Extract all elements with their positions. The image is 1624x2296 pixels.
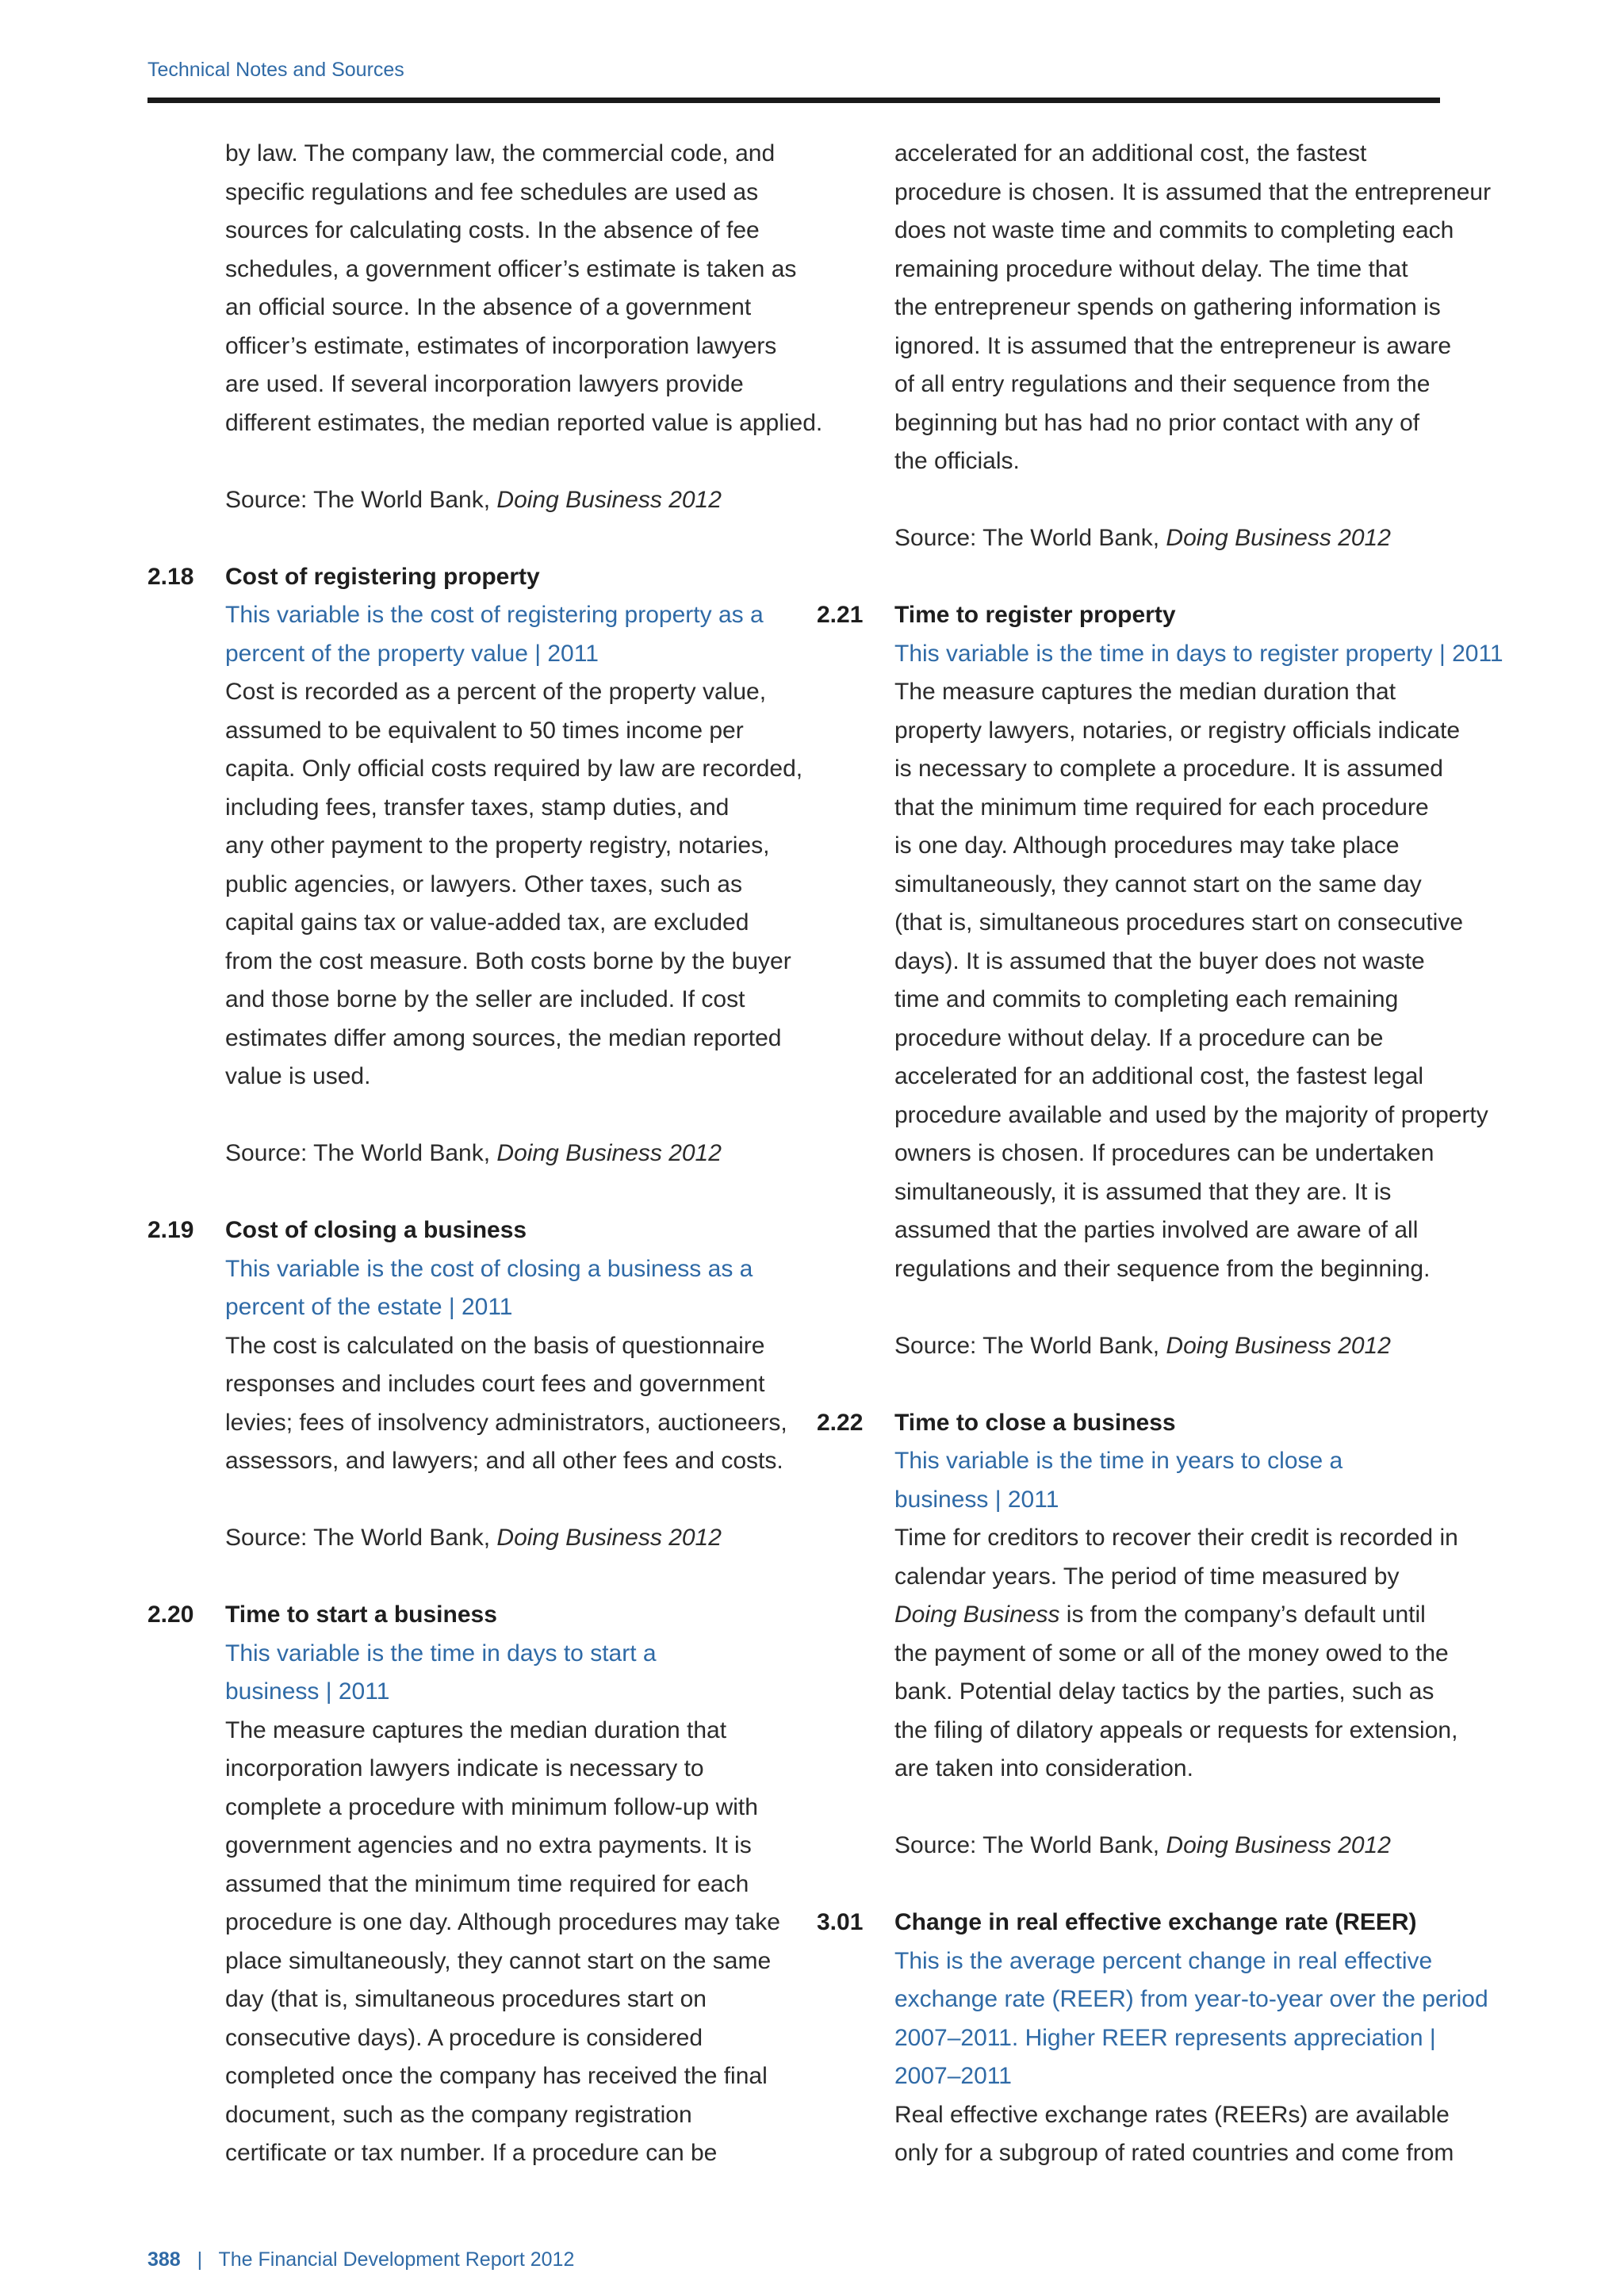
text-line: certificate or tax number. If a procedure can be [225,2140,718,2166]
entry-number: 2.21 [817,602,864,628]
text-line: that the minimum time required for each procedure [894,794,1429,821]
text-line: is one day. Although procedures may take place [894,832,1400,859]
entry-number: 2.19 [147,1217,194,1243]
entry-number: 3.01 [817,1909,864,1935]
text-line: The measure captures the median duration that [894,679,1396,705]
text-line: procedure is one day. Although procedures may take [225,1909,780,1935]
doing-business-italic: Doing Business [894,1601,1060,1628]
definition-line: This variable is the cost of registering property as a [225,602,764,628]
source-line: Source: The World Bank, Doing Business 2012 [894,525,1391,551]
text-line: The cost is calculated on the basis of questionnaire [225,1332,765,1359]
entry-title: Time to close a business [894,1409,1176,1436]
definition-line: This variable is the time in years to close a [894,1448,1343,1474]
text-line: regulations and their sequence from the beginning. [894,1255,1431,1282]
definition-line: exchange rate (REER) from year-to-year over the period [894,1986,1488,2012]
text-line: public agencies, or lawyers. Other taxes, such as [225,871,742,897]
text-line: Cost is recorded as a percent of the property value, [225,679,767,705]
text-line: remaining procedure without delay. The time that [894,255,1408,282]
text-line: Real effective exchange rates (REERs) are available [894,2101,1450,2128]
text-line: assumed to be equivalent to 50 times income per [225,717,744,744]
text-line: The measure captures the median duration that [225,1716,727,1743]
source-line: Source: The World Bank, Doing Business 2012 [225,486,722,513]
source-line: Source: The World Bank, Doing Business 2012 [894,1332,1391,1359]
text-line: accelerated for an additional cost, the fastest legal [894,1063,1424,1089]
text-line: completed once the company has received the final [225,2063,768,2089]
text-line: the payment of some or all of the money owed to the [894,1640,1449,1667]
text-line: is necessary to complete a procedure. It is assumed [894,756,1443,782]
text-line: days). It is assumed that the buyer does not waste [894,947,1425,974]
text-line: only for a subgroup of rated countries and come from [894,2140,1454,2166]
text-line: consecutive days). A procedure is considered [225,2024,703,2051]
continuation-paragraph [147,135,823,519]
entry-title: Cost of closing a business [225,1217,527,1243]
entry-title: Time to register property [894,602,1176,628]
text-line: ignored. It is assumed that the entrepreneur is aware [894,332,1452,359]
entry-2-21 [817,596,1503,1365]
text-line: does not waste time and commits to completing each [894,217,1454,243]
definition-line: business | 2011 [894,1486,1059,1513]
text-line: different estimates, the median reported value is applied. [225,409,823,436]
text-line: government agencies and no extra payments. It is [225,1832,752,1858]
definition-line: percent of the property value | 2011 [225,640,599,667]
source-line: Source: The World Bank, Doing Business 2012 [225,1140,722,1166]
entry-3-01 [817,1904,1488,2173]
text-line: are used. If several incorporation lawyers provide [225,371,744,397]
text-line: time and commits to completing each remaining [894,986,1399,1012]
text-line: an official source. In the absence of a government [225,294,752,320]
text-line: simultaneously, it is assumed that they are. It is [894,1178,1392,1205]
footer-separator: | [197,2248,203,2271]
entry-number: 2.20 [147,1601,194,1628]
text-line: capital gains tax or value-added tax, are excluded [225,909,749,936]
definition-line: 2007–2011 [894,2063,1012,2089]
text-line: any other payment to the property registry, notaries, [225,832,770,859]
entry-2-18 [147,558,803,1173]
text-line: the filing of dilatory appeals or requests for extension, [894,1716,1458,1743]
text-line: of all entry regulations and their sequence from the [894,371,1431,397]
text-line: accelerated for an additional cost, the fastest [894,140,1367,166]
entry-title: Change in real effective exchange rate (REER) [894,1909,1417,1935]
text-line: (that is, simultaneous procedures start on consecutive [894,909,1464,936]
entry-number: 2.22 [817,1409,864,1436]
definition-line: This variable is the time in days to register property | 2011 [894,640,1503,667]
text-line: by law. The company law, the commercial code, and [225,140,776,166]
text-line: from the cost measure. Both costs borne by the buyer [225,947,791,974]
text-line: property lawyers, notaries, or registry officials indicate [894,717,1461,744]
text-line: schedules, a government officer’s estimate is taken as [225,255,797,282]
text-line: procedure available and used by the majority of property [894,1101,1488,1128]
entry-number: 2.18 [147,563,194,590]
text-line: assessors, and lawyers; and all other fees and costs. [225,1448,783,1474]
text-line: assumed that the minimum time required for each [225,1870,749,1897]
text-line: complete a procedure with minimum follow-up with [225,1793,758,1820]
text-line: capita. Only official costs required by law are recorded, [225,756,803,782]
entry-2-22 [817,1404,1458,1866]
text-line: the officials. [894,448,1020,474]
definition-line: This is the average percent change in real effective [894,1947,1433,1974]
source-line: Source: The World Bank, Doing Business 2012 [225,1525,722,1551]
text-line: simultaneously, they cannot start on the same day [894,871,1422,897]
publication-title: The Financial Development Report 2012 [218,2248,575,2271]
definition-line: business | 2011 [225,1678,390,1705]
text-line: Time for creditors to recover their credit is recorded in [894,1525,1458,1551]
text-line: place simultaneously, they cannot start on the same [225,1947,772,1974]
source-line: Source: The World Bank, Doing Business 2012 [894,1832,1391,1858]
text-line: specific regulations and fee schedules are used as [225,178,759,205]
text-line: including fees, transfer taxes, stamp duties, and [225,794,730,821]
text-line: calendar years. The period of time measured by [894,1563,1400,1590]
header-rule [147,98,1440,103]
entry-2-20 [147,1596,798,2173]
text-line: beginning but has had no prior contact with any of [894,409,1420,436]
definition-line: This variable is the cost of closing a business as a [225,1255,753,1282]
running-head: Technical Notes and Sources [147,59,404,81]
text-line: bank. Potential delay tactics by the parties, such as [894,1678,1434,1705]
text-line: owners is chosen. If procedures can be undertaken [894,1140,1434,1166]
entry-2-19 [147,1211,798,1558]
text-line: are taken into consideration. [894,1755,1193,1781]
text-line: the entrepreneur spends on gathering information is [894,294,1441,320]
definition-line: percent of the estate | 2011 [225,1294,513,1320]
page-footer [147,2248,574,2271]
text-line: procedure is chosen. It is assumed that the entrepreneur [894,178,1492,205]
text-line: incorporation lawyers indicate is necessary to [225,1755,704,1781]
text-rest: is from the company’s default until [1059,1601,1426,1628]
left-column [147,135,823,2211]
definition-line: 2007–2011. Higher REER represents appreciation | [894,2024,1436,2051]
text-line: and those borne by the seller are included. If cost [225,986,745,1012]
definition-line: This variable is the time in days to start a [225,1640,657,1667]
text-line: sources for calculating costs. In the absence of fee [225,217,760,243]
text-line: estimates differ among sources, the median reported [225,1024,782,1051]
text-line: officer’s estimate, estimates of incorporation lawyers [225,332,777,359]
text-line: value is used. [225,1063,371,1089]
text-line: procedure without delay. If a procedure can be [894,1024,1384,1051]
entry-title: Time to start a business [225,1601,497,1628]
entry-title: Cost of registering property [225,563,540,590]
text-line: assumed that the parties involved are aware of all [894,1217,1419,1243]
page-number: 388 [147,2248,181,2271]
right-column [817,135,1503,2211]
text-line: responses and includes court fees and government [225,1371,765,1397]
text-line [894,1596,1451,1635]
continuation-paragraph [817,135,1492,558]
text-line: day (that is, simultaneous procedures start on [225,1986,707,2012]
text-line: levies; fees of insolvency administrators, auctioneers, [225,1409,787,1436]
text-line: document, such as the company registration [225,2101,692,2128]
